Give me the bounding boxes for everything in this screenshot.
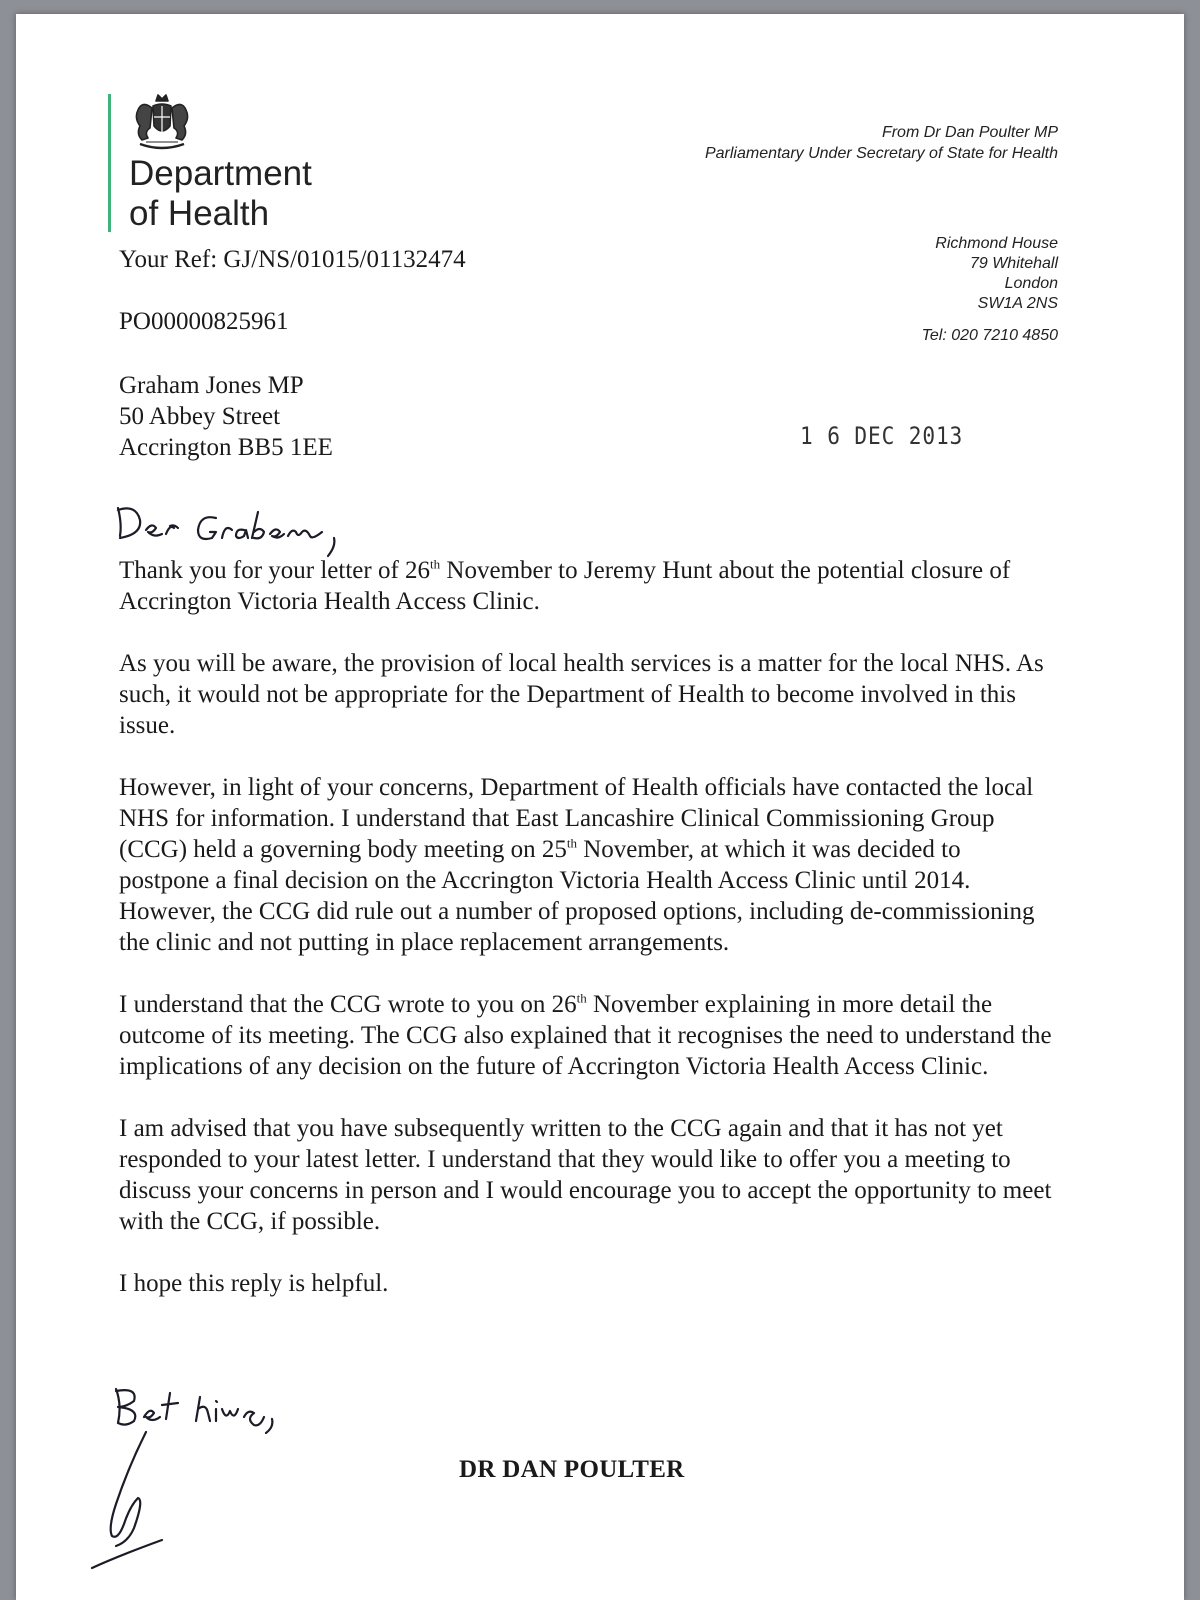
department-line-1: Department <box>129 154 312 193</box>
department-line-2: of Health <box>129 194 270 233</box>
paragraph-text: However, in light of your concerns, Department of Health officials have contacted the local NHS for information. I understand that East Lancashire Clinical Commissioning Group (CCG) held a governing body meeting on 25 <box>119 774 1034 863</box>
paragraph <box>119 989 1054 1082</box>
paragraph-text: November, at which it was decided to postpone a final decision on the Accrington Victoria Health Access Clinic until 2014. However, the CCG did rule out a number of proposed options, including de-commissioning the clinic and not putting in place replacement arrangements. <box>119 836 1035 956</box>
ordinal-suffix: th <box>576 990 587 1006</box>
sender-from: From Dr Dan Poulter MP <box>881 124 1058 141</box>
po-reference: PO00000825961 <box>119 308 289 335</box>
letter-body <box>119 555 1054 1330</box>
paragraph: As you will be aware, the provision of local health services is a matter for the local NHS. As such, it would not be appropriate for the Department of Health to become involved in this issue. <box>119 650 1044 739</box>
handwritten-salutation <box>112 494 372 564</box>
signature <box>88 1428 178 1578</box>
handwritten-closing <box>108 1379 308 1434</box>
signatory-name: DR DAN POULTER <box>459 1456 685 1483</box>
recipient-line: Accrington BB5 1EE <box>119 434 333 461</box>
letter-page <box>16 14 1184 1600</box>
recipient-line: Graham Jones MP <box>119 372 304 399</box>
ordinal-suffix: th <box>430 556 441 572</box>
date-stamp: 1 6 DEC 2013 <box>800 422 964 450</box>
paragraph: I hope this reply is helpful. <box>119 1270 389 1297</box>
department-name <box>129 154 312 234</box>
address-line: 79 Whitehall <box>969 255 1058 272</box>
recipient-address <box>119 370 333 463</box>
sender-block <box>705 122 1058 164</box>
royal-coat-of-arms-icon <box>126 92 198 154</box>
sender-title: Parliamentary Under Secretary of State for Health <box>704 145 1058 162</box>
address-line: London <box>1004 275 1058 292</box>
paragraph <box>119 555 1054 617</box>
your-reference: Your Ref: GJ/NS/01015/01132474 <box>119 246 466 273</box>
ordinal-suffix: th <box>566 835 577 851</box>
letterhead-accent-bar <box>108 94 111 232</box>
sender-telephone: Tel: 020 7210 4850 <box>921 327 1058 344</box>
address-line: SW1A 2NS <box>977 295 1058 312</box>
paragraph-text: Thank you for your letter of 26 <box>119 557 431 584</box>
paragraph-text: November to Jeremy Hunt about the potential closure of Accrington Victoria Health Access Clinic. <box>119 557 1011 615</box>
paragraph <box>119 772 1054 958</box>
address-line: Richmond House <box>935 235 1058 252</box>
paragraph-text: November explaining in more detail the outcome of its meeting. The CCG also explained that it recognises the need to understand the implications of any decision on the future of Accrington Victoria Health Access Clinic. <box>119 991 1052 1080</box>
sender-address <box>935 234 1058 314</box>
paragraph: I am advised that you have subsequently written to the CCG again and that it has not yet responded to your latest letter. I understand that they would like to offer you a meeting to discuss your concerns in person and I would encourage you to accept the opportunity to meet with the CCG, if possible. <box>119 1115 1052 1235</box>
recipient-line: 50 Abbey Street <box>119 403 281 430</box>
paragraph-text: I understand that the CCG wrote to you on 26 <box>119 991 577 1018</box>
